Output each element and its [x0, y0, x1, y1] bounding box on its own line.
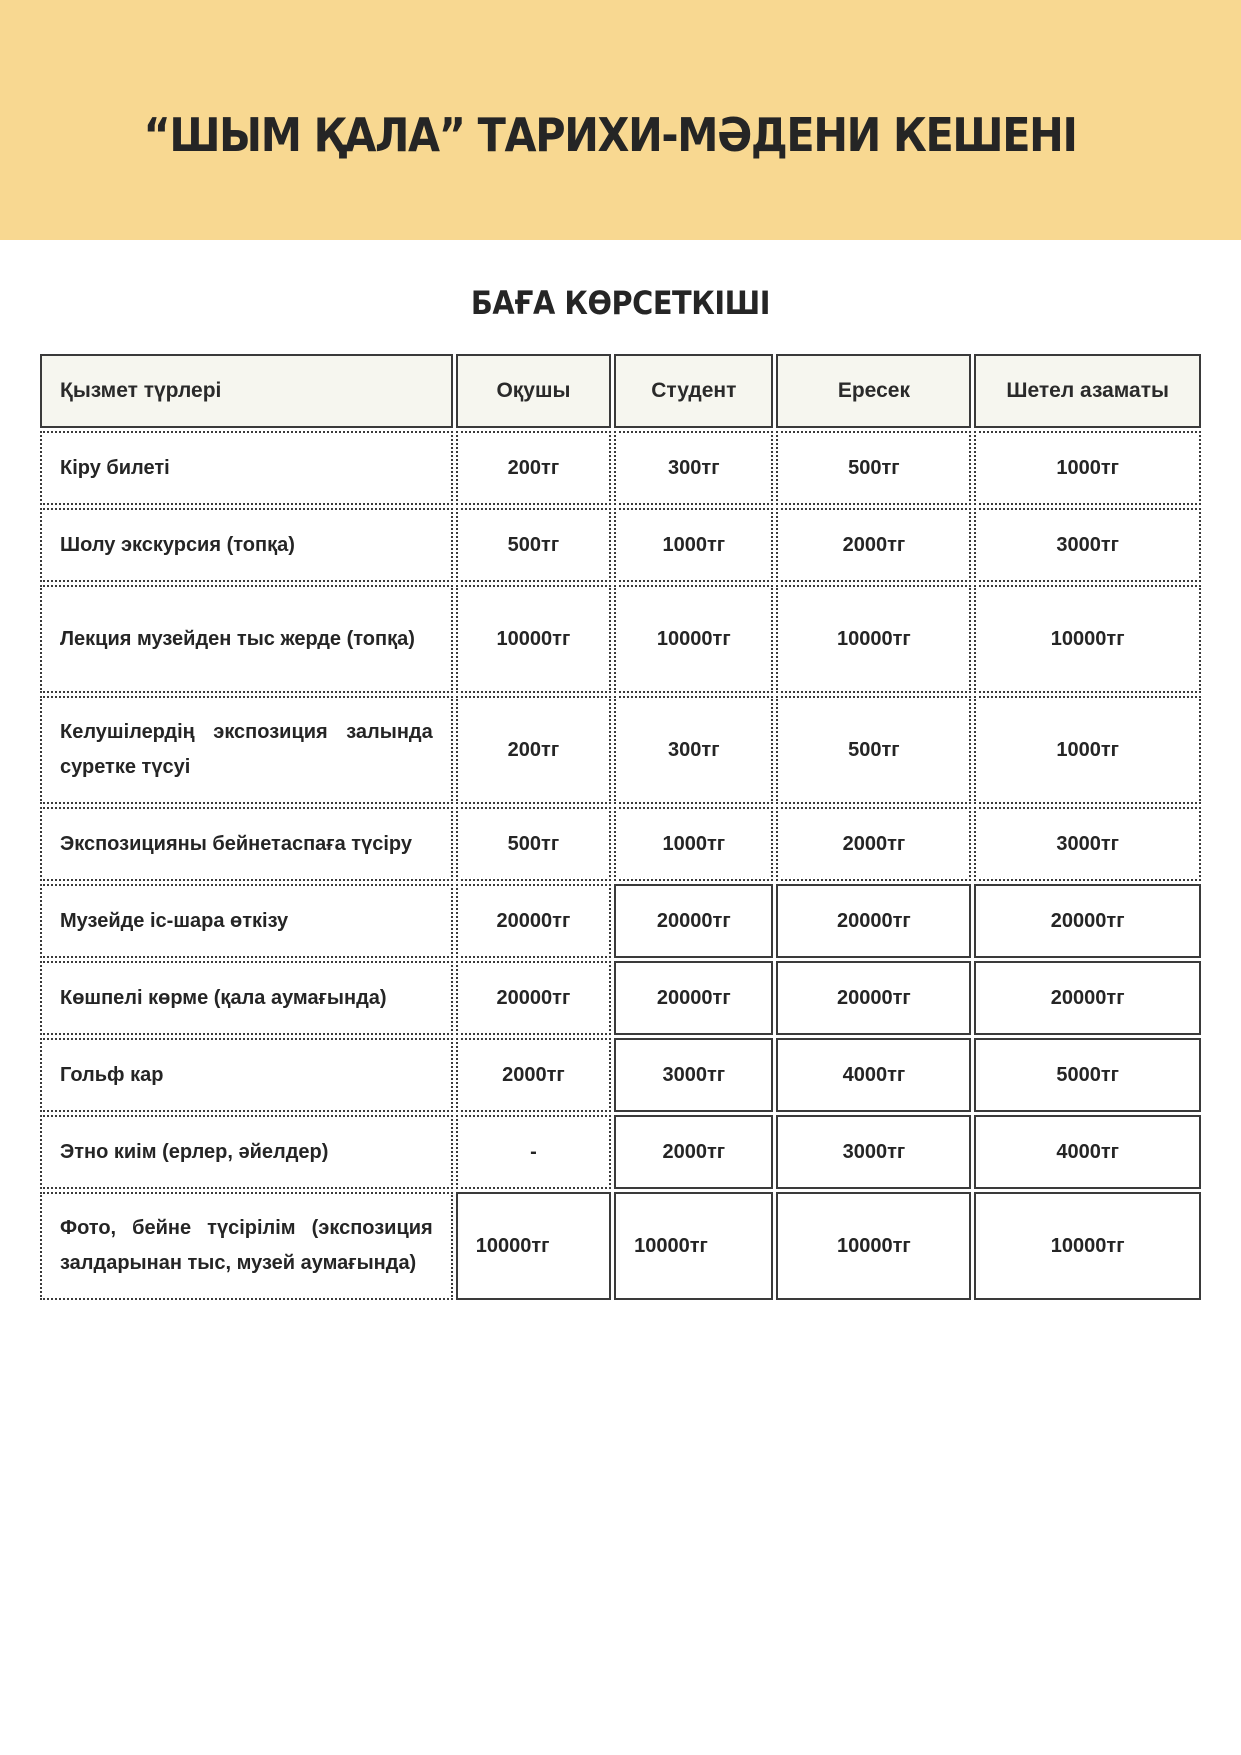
- service-name-cell: Этно киім (ерлер, әйелдер): [40, 1115, 453, 1189]
- price-cell-foreigner: 10000тг: [974, 585, 1201, 693]
- price-cell-pupil: 500тг: [456, 508, 611, 582]
- price-cell-adult: 2000тг: [776, 807, 971, 881]
- price-cell-student: 3000тг: [614, 1038, 773, 1112]
- price-cell-student: 300тг: [614, 431, 773, 505]
- table-row: [40, 1192, 1201, 1300]
- document-subtitle: БАҒА КӨРСЕТКІШІ: [470, 284, 771, 322]
- column-header-foreigner: Шетел азаматы: [974, 354, 1201, 428]
- price-cell-student: 10000тг: [614, 1192, 773, 1300]
- table-row: [40, 961, 1201, 1035]
- price-cell-adult: 500тг: [776, 696, 971, 804]
- price-cell-foreigner: 3000тг: [974, 807, 1201, 881]
- price-cell-foreigner: 10000тг: [974, 1192, 1201, 1300]
- price-cell-adult: 3000тг: [776, 1115, 971, 1189]
- price-cell-foreigner: 1000тг: [974, 431, 1201, 505]
- price-cell-pupil: 200тг: [456, 696, 611, 804]
- price-cell-pupil: 500тг: [456, 807, 611, 881]
- table-row: [40, 508, 1201, 582]
- price-cell-adult: 20000тг: [776, 884, 971, 958]
- service-name-cell: Көшпелі көрме (қала аумағында): [40, 961, 453, 1035]
- price-cell-adult: 10000тг: [776, 1192, 971, 1300]
- service-name-cell: Экспозицияны бейнетаспаға түсіру: [40, 807, 453, 881]
- column-header-service: Қызмет түрлері: [40, 354, 453, 428]
- price-cell-pupil: 10000тг: [456, 585, 611, 693]
- price-cell-pupil: 20000тг: [456, 961, 611, 1035]
- service-name-cell: Музейде іс-шара өткізу: [40, 884, 453, 958]
- column-header-adult: Ересек: [776, 354, 971, 428]
- table-row: [40, 696, 1201, 804]
- column-header-student: Студент: [614, 354, 773, 428]
- price-cell-student: 10000тг: [614, 585, 773, 693]
- price-cell-pupil: 200тг: [456, 431, 611, 505]
- price-cell-student: 300тг: [614, 696, 773, 804]
- price-cell-pupil: 10000тг: [456, 1192, 611, 1300]
- price-cell-foreigner: 4000тг: [974, 1115, 1201, 1189]
- price-cell-adult: 10000тг: [776, 585, 971, 693]
- table-row: [40, 1038, 1201, 1112]
- table-row: [40, 431, 1201, 505]
- table-row: [40, 1115, 1201, 1189]
- price-cell-student: 2000тг: [614, 1115, 773, 1189]
- price-cell-foreigner: 20000тг: [974, 961, 1201, 1035]
- price-cell-student: 1000тг: [614, 508, 773, 582]
- price-cell-pupil: 20000тг: [456, 884, 611, 958]
- price-cell-adult: 500тг: [776, 431, 971, 505]
- price-cell-adult: 4000тг: [776, 1038, 971, 1112]
- price-cell-student: 20000тг: [614, 884, 773, 958]
- service-name-cell: Кіру билеті: [40, 431, 453, 505]
- service-name-cell: Гольф кар: [40, 1038, 453, 1112]
- document-title: “ШЫМ ҚАЛА” ТАРИХИ-МӘДЕНИ КЕШЕНІ: [143, 108, 1077, 162]
- service-name-cell: Лекция музейден тыс жерде (топқа): [40, 585, 453, 693]
- price-cell-student: 20000тг: [614, 961, 773, 1035]
- price-cell-adult: 2000тг: [776, 508, 971, 582]
- service-name-cell: Шолу экскурсия (топқа): [40, 508, 453, 582]
- table-row: [40, 884, 1201, 958]
- table-header-row: [40, 354, 1201, 428]
- price-table: [37, 351, 1204, 1303]
- service-name-cell: Келушілердің экспозиция залында суретке түсуі: [40, 696, 453, 804]
- price-cell-student: 1000тг: [614, 807, 773, 881]
- price-cell-pupil: -: [456, 1115, 611, 1189]
- price-cell-pupil: 2000тг: [456, 1038, 611, 1112]
- price-cell-foreigner: 3000тг: [974, 508, 1201, 582]
- column-header-pupil: Оқушы: [456, 354, 611, 428]
- service-name-cell: Фото, бейне түсірілім (экспозиция залдарынан тыс, музей аумағында): [40, 1192, 453, 1300]
- price-cell-foreigner: 1000тг: [974, 696, 1201, 804]
- price-cell-adult: 20000тг: [776, 961, 971, 1035]
- price-cell-foreigner: 20000тг: [974, 884, 1201, 958]
- table-row: [40, 585, 1201, 693]
- price-cell-foreigner: 5000тг: [974, 1038, 1201, 1112]
- table-row: [40, 807, 1201, 881]
